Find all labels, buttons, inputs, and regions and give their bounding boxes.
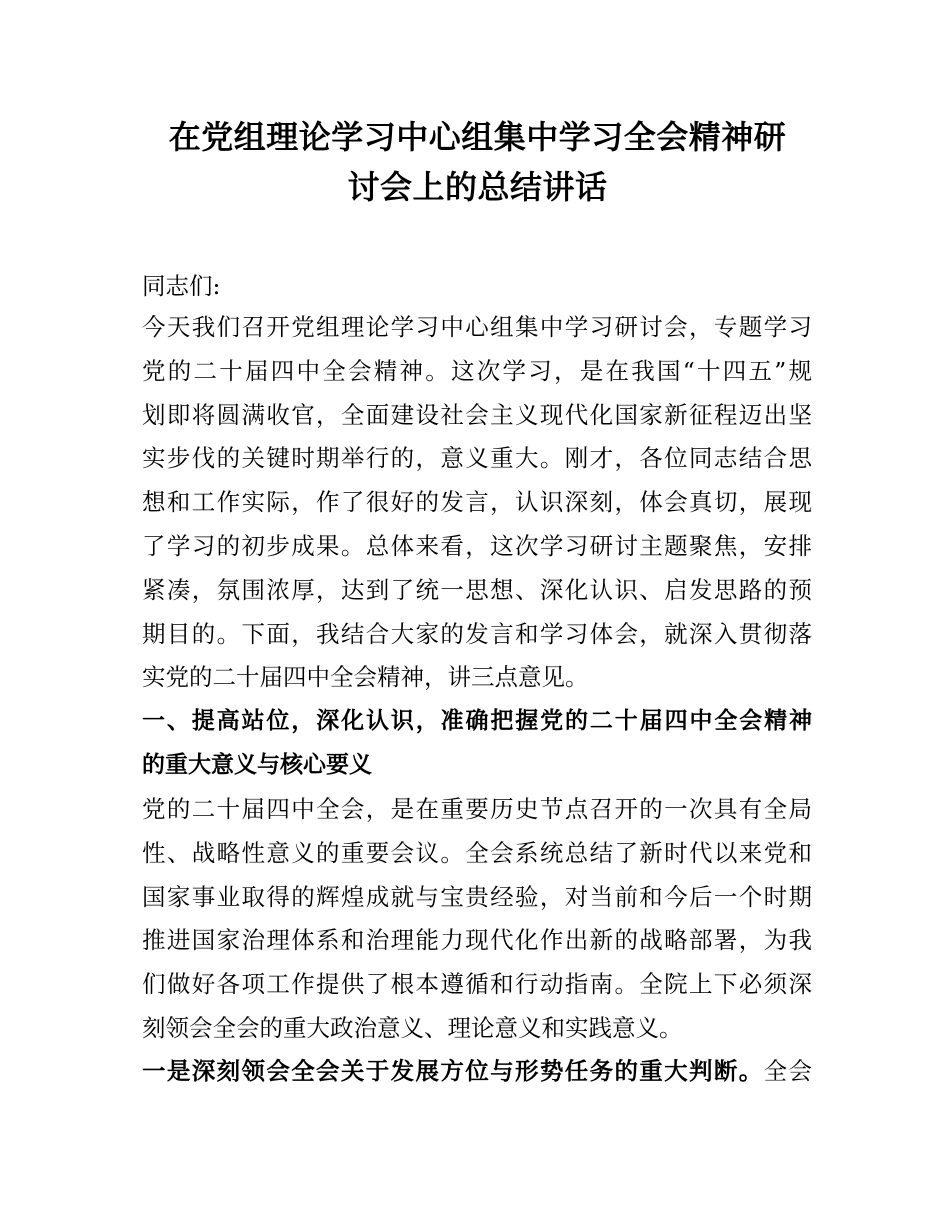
heading-line: 一、提高站位，深化认识，准确把握党的二十届四中全会精神 (142, 708, 812, 734)
paragraph-line: 紧凑，氛围浓厚，达到了统一思想、深化认识、启发思路的预 (142, 575, 812, 604)
paragraph-line: 划即将圆满收官，全面建设社会主义现代化国家新征程迈出坚 (142, 400, 812, 429)
title-line-2: 讨会上的总结讲话 (347, 168, 608, 206)
document-title (145, 112, 810, 212)
point-1-text: 全会 (763, 1057, 813, 1085)
paragraph-line: 刻领会全会的重大政治意义、理论意义和实践意义。 (142, 1013, 683, 1042)
intro-paragraph (142, 306, 812, 700)
section-1-paragraph (142, 788, 812, 1051)
salutation: 同志们: (142, 272, 221, 300)
point-1-paragraph (142, 1050, 812, 1094)
paragraph-line (142, 1050, 812, 1094)
paragraph-line: 想和工作实际，作了很好的发言，认识深刻，体会真切，展现 (142, 488, 812, 517)
paragraph-line: 实党的二十届四中全会精神，讲三点意见。 (142, 663, 589, 692)
paragraph-line: 推进国家治理体系和治理能力现代化作出新的战略部署，为我 (142, 926, 812, 955)
paragraph-line: 期目的。下面，我结合大家的发言和学习体会，就深入贯彻落 (142, 619, 812, 648)
paragraph-line: 了学习的初步成果。总体来看，这次学习研讨主题聚焦，安排 (142, 531, 812, 560)
paragraph-line: 党的二十届四中全会，是在重要历史节点召开的一次具有全局 (142, 795, 812, 823)
paragraph-line: 实步伐的关键时期举行的，意义重大。刚才，各位同志结合思 (142, 444, 812, 473)
paragraph-line: 党的二十届四中全会精神。这次学习，是在我国“十四五”规 (142, 356, 812, 385)
paragraph-line: 国家事业取得的辉煌成就与宝贵经验，对当前和今后一个时期 (142, 882, 812, 911)
title-line-1: 在党组理论学习中心组集中学习全会精神研 (168, 118, 787, 156)
paragraph-line: 性、战略性意义的重要会议。全会系统总结了新时代以来党和 (142, 838, 812, 867)
point-1-bold-lead: 一是深刻领会全会关于发展方位与形势任务的重大判断。 (142, 1057, 764, 1085)
section-1-heading (142, 700, 812, 788)
paragraph-line: 们做好各项工作提供了根本遵循和行动指南。全院上下必须深 (142, 970, 812, 999)
paragraph-line: 今天我们召开党组理论学习中心组集中学习研讨会，专题学习 (142, 313, 812, 341)
heading-line: 的重大意义与核心要义 (142, 751, 372, 778)
